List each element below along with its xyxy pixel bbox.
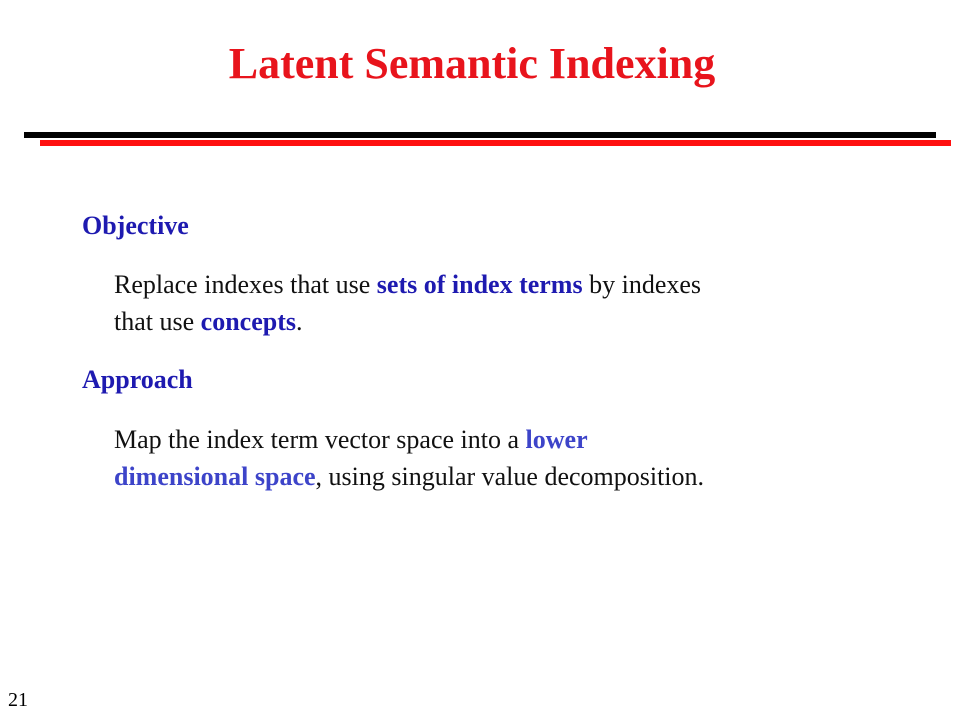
objective-text-4: . <box>295 307 303 336</box>
section-heading-approach: Approach <box>82 365 193 394</box>
approach-emphasis-dimensional-space: dimensional space <box>114 462 316 491</box>
section-body-approach <box>114 421 874 495</box>
objective-emphasis-concepts: concepts <box>200 307 296 336</box>
page-number: 21 <box>8 689 28 711</box>
approach-emphasis-lower: lower <box>525 425 588 454</box>
section-body-objective <box>114 266 874 340</box>
approach-text-2: , using singular value decomposition. <box>315 462 705 491</box>
objective-text-2: by indexes <box>582 270 702 299</box>
approach-text-1: Map the index term vector space into a <box>114 425 526 454</box>
slide-title: Latent Semantic Indexing <box>228 39 716 88</box>
objective-emphasis-index-terms: sets of index terms <box>376 270 583 299</box>
section-heading-objective: Objective <box>82 211 189 240</box>
objective-text-3: that use <box>114 307 201 336</box>
title-divider-red <box>40 140 951 146</box>
objective-text-1: Replace indexes that use <box>114 270 377 299</box>
title-divider-black <box>24 132 936 138</box>
